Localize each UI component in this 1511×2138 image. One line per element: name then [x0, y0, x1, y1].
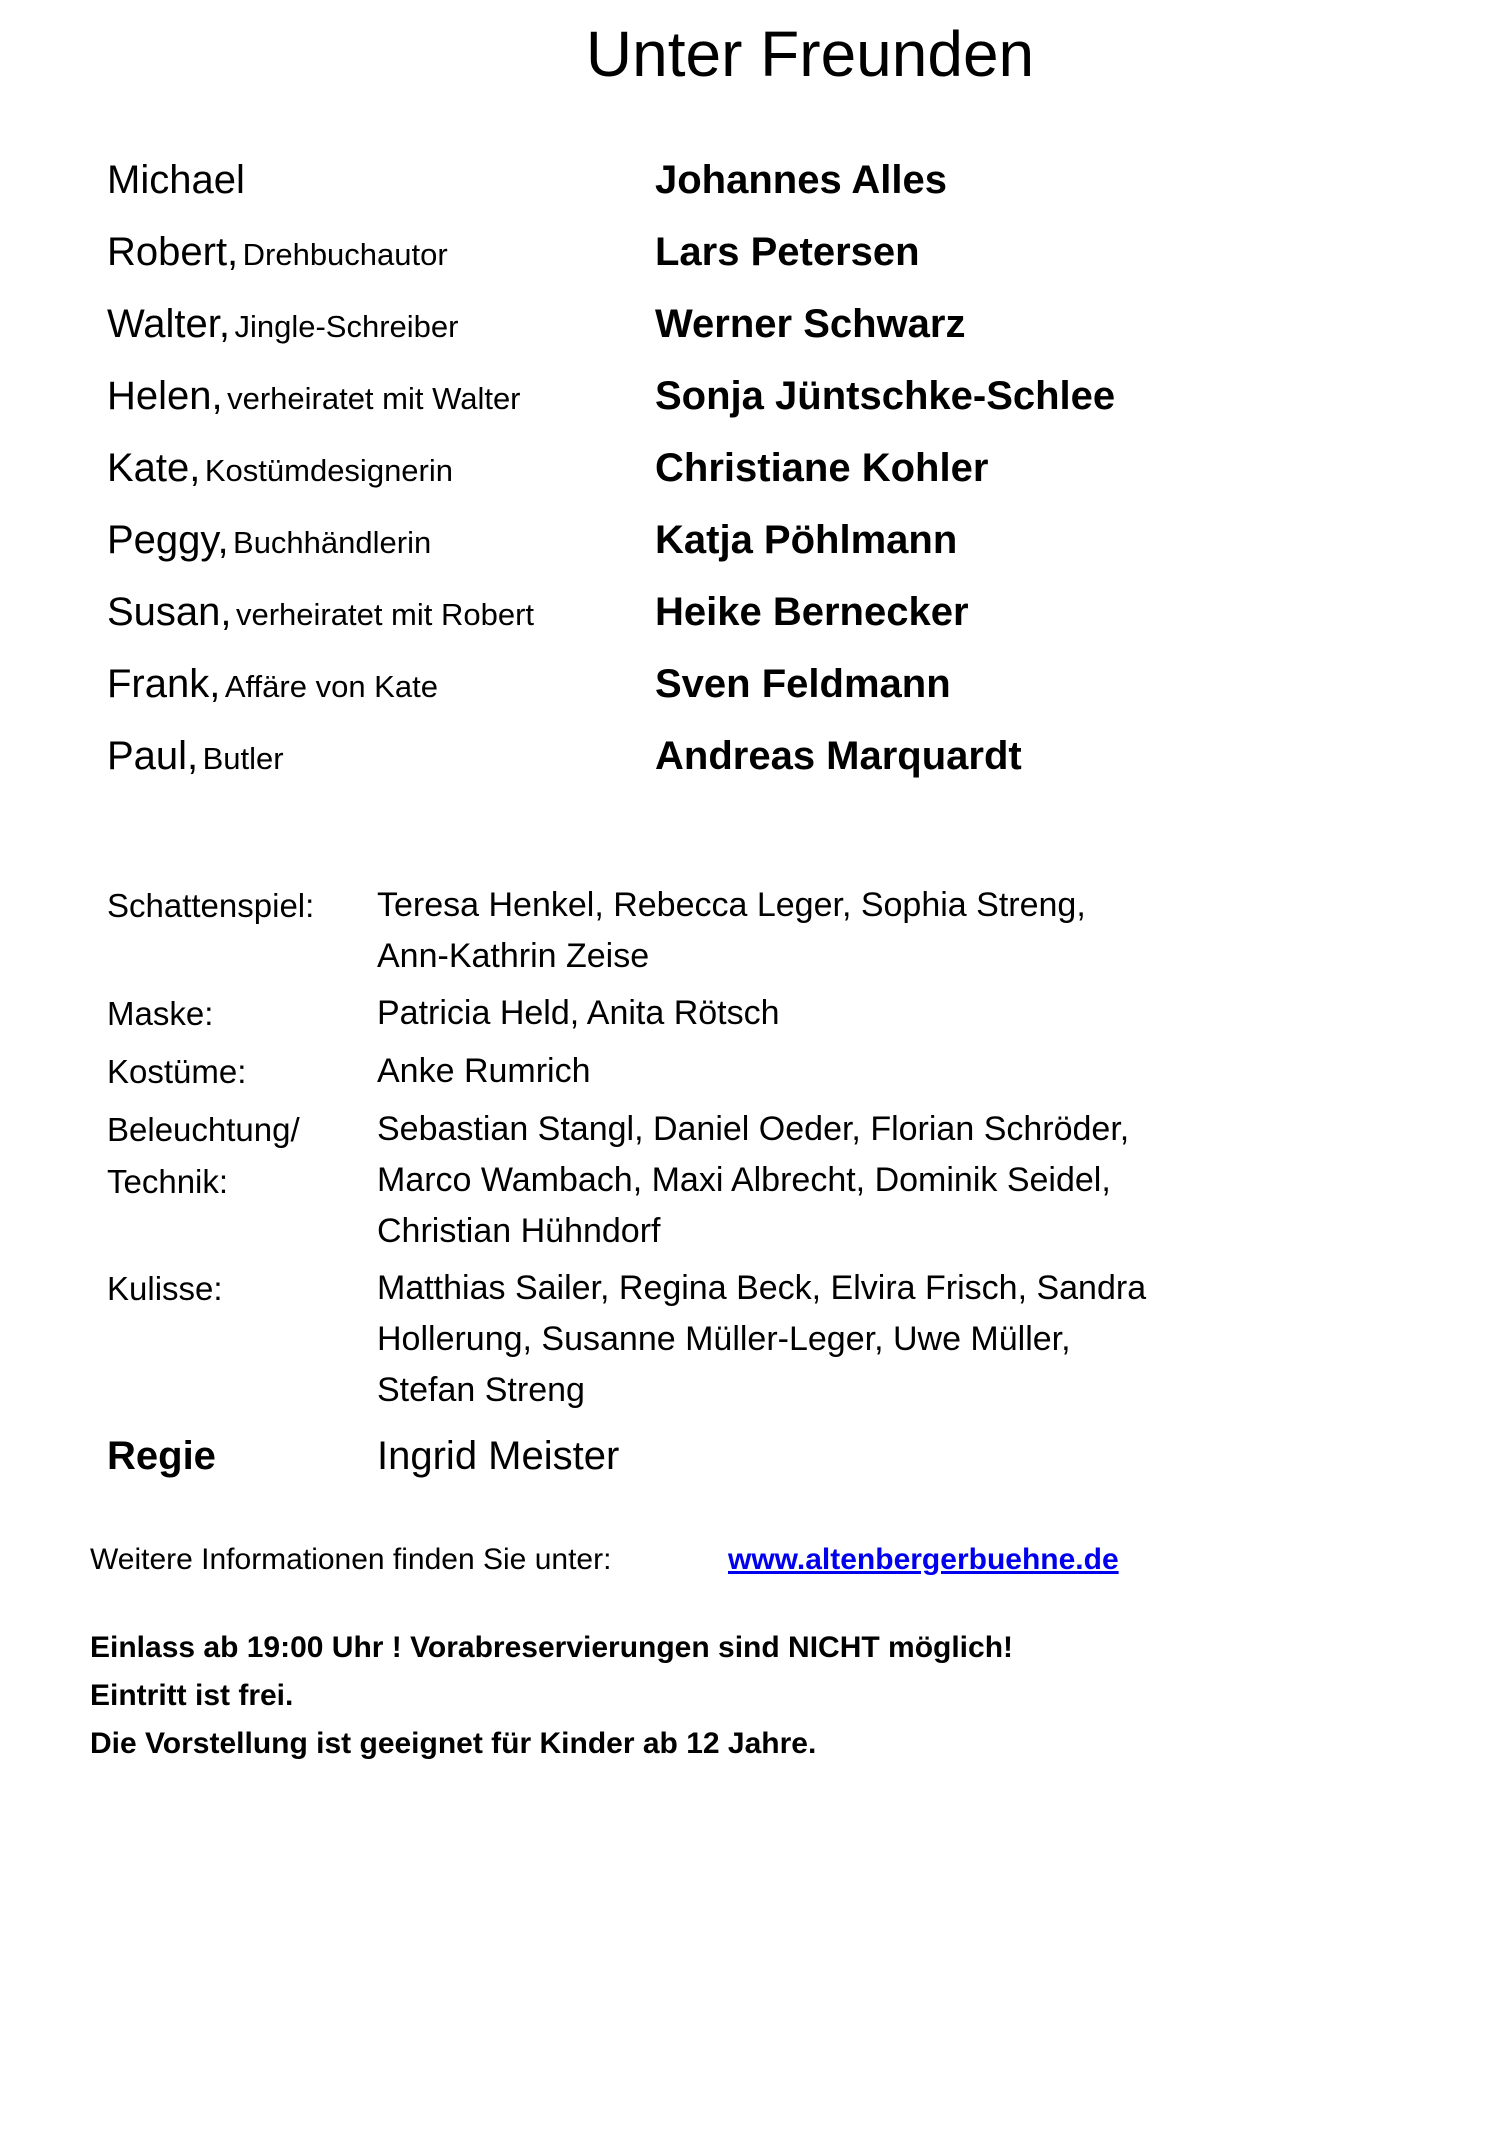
cast-row: [107, 724, 1307, 796]
role-description: Butler: [202, 741, 284, 776]
crew-label: Beleuchtung/ Technik:: [107, 1111, 300, 1200]
role: [107, 364, 521, 437]
role-name: Susan,: [107, 590, 232, 634]
role: [107, 724, 284, 797]
crew-label: Maske:: [107, 995, 214, 1032]
role-description: Kostümdesignerin: [204, 453, 453, 488]
role: [107, 436, 453, 509]
cast-row: [107, 292, 1307, 364]
actor-name: Sonja Jüntschke-Schlee: [655, 374, 1116, 418]
cast-row: [107, 220, 1307, 292]
role-name: Michael: [107, 158, 245, 202]
crew-row: [107, 880, 1207, 982]
role-name: Robert,: [107, 230, 239, 274]
website-link[interactable]: www.altenbergerbuehne.de: [728, 1543, 1119, 1576]
title-container: [500, 14, 1120, 94]
cast-row: [107, 364, 1307, 436]
cast-row: [107, 508, 1307, 580]
note-age: Die Vorstellung ist geeignet für Kinder ab 12 Jahre.: [90, 1727, 817, 1760]
role-name: Paul,: [107, 734, 199, 778]
role-name: Peggy,: [107, 518, 229, 562]
notes: [90, 1624, 1390, 1768]
crew-names: Anke Rumrich: [377, 1052, 591, 1090]
cast-row: [107, 652, 1307, 724]
crew-row: [107, 1046, 1207, 1098]
regie-row: [107, 1426, 1207, 1486]
role: [107, 580, 534, 653]
role-name: Frank,: [107, 662, 221, 706]
cast-row: [107, 148, 1307, 220]
note-free-entry: Eintritt ist frei.: [90, 1679, 294, 1712]
role-description: verheiratet mit Robert: [235, 597, 535, 632]
role-name: Kate,: [107, 446, 201, 490]
crew-label: Kulisse:: [107, 1270, 223, 1307]
info-line: [90, 1538, 1290, 1582]
crew-names: Sebastian Stangl, Daniel Oeder, Florian Schröder, Marco Wambach, Maxi Albrecht, Dominik Seidel, Christian Hühndorf: [377, 1110, 1130, 1250]
role-name: Walter,: [107, 302, 230, 346]
role-description: Affäre von Kate: [224, 669, 438, 704]
role: [107, 148, 245, 221]
regie-label: Regie: [107, 1434, 216, 1478]
crew-names: Patricia Held, Anita Rötsch: [377, 994, 780, 1032]
role: [107, 292, 458, 365]
actor-name: Johannes Alles: [655, 158, 947, 202]
actor-name: Sven Feldmann: [655, 662, 951, 706]
crew-row: [107, 1104, 1207, 1257]
role-description: Jingle-Schreiber: [234, 309, 459, 344]
cast-row: [107, 436, 1307, 508]
role: [107, 220, 448, 293]
crew-label: Schattenspiel:: [107, 887, 315, 924]
role: [107, 652, 438, 725]
actor-name: Heike Bernecker: [655, 590, 969, 634]
crew-list: [107, 880, 1207, 1492]
regie-name: Ingrid Meister: [377, 1434, 620, 1478]
actor-name: Katja Pöhlmann: [655, 518, 958, 562]
crew-label: Kostüme:: [107, 1053, 247, 1090]
page-title: Unter Freunden: [585, 18, 1035, 90]
crew-row: [107, 988, 1207, 1040]
crew-row: [107, 1263, 1207, 1416]
role-name: Helen,: [107, 374, 223, 418]
actor-name: Andreas Marquardt: [655, 734, 1022, 778]
note-admission: Einlass ab 19:00 Uhr ! Vorabreservierungen sind NICHT möglich!: [90, 1631, 1014, 1664]
role: [107, 508, 431, 581]
info-text: Weitere Informationen finden Sie unter:: [90, 1543, 612, 1576]
actor-name: Werner Schwarz: [655, 302, 966, 346]
actor-name: Christiane Kohler: [655, 446, 989, 490]
role-description: Buchhändlerin: [233, 525, 432, 560]
cast-row: [107, 580, 1307, 652]
role-description: verheiratet mit Walter: [227, 381, 521, 416]
actor-name: Lars Petersen: [655, 230, 920, 274]
role-description: Drehbuchautor: [242, 237, 448, 272]
crew-names: Teresa Henkel, Rebecca Leger, Sophia Streng, Ann-Kathrin Zeise: [377, 886, 1086, 975]
crew-names: Matthias Sailer, Regina Beck, Elvira Frisch, Sandra Hollerung, Susanne Müller-Leger, Uwe Müller, Stefan Streng: [377, 1269, 1147, 1409]
cast-list: [107, 148, 1307, 796]
